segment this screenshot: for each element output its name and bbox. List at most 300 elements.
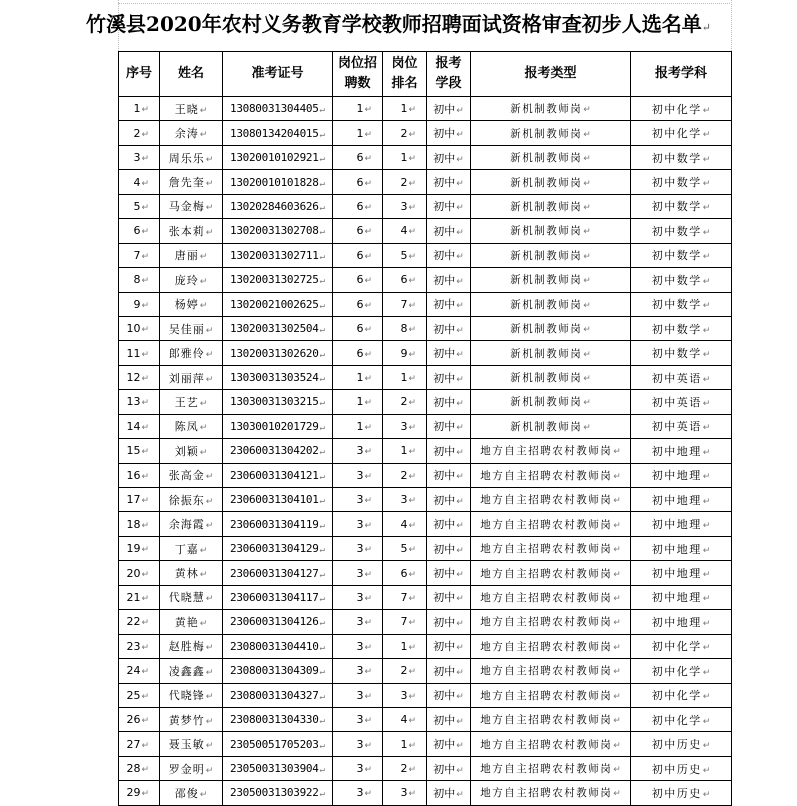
paragraph-mark: ↵ — [319, 325, 325, 336]
cell-subject: 初中地理↵ — [631, 512, 732, 536]
table-row — [119, 145, 732, 169]
cell-ticket: 13020031302504↵ — [223, 316, 333, 340]
paragraph-mark: ↵ — [141, 251, 149, 262]
paragraph-mark: ↵ — [702, 203, 711, 214]
cell-ticket: 23060031304117↵ — [223, 585, 333, 609]
cell-quota: 6↵ — [333, 194, 383, 218]
paragraph-mark: ↵ — [141, 691, 149, 702]
cell-seq: 10↵ — [119, 316, 160, 340]
cell-seq: 25↵ — [119, 683, 160, 707]
paragraph-mark: ↵ — [613, 471, 621, 482]
cell-stage: 初中↵ — [427, 316, 471, 340]
cell-rank: 3↵ — [383, 194, 427, 218]
paragraph-mark: ↵ — [205, 667, 214, 678]
cell-seq: 7↵ — [119, 243, 160, 267]
cell-seq: 5↵ — [119, 194, 160, 218]
table-row — [119, 585, 732, 609]
cell-stage: 初中↵ — [427, 390, 471, 414]
paragraph-mark: ↵ — [364, 178, 372, 189]
paragraph-mark: ↵ — [408, 178, 416, 189]
paragraph-mark: ↵ — [613, 545, 621, 556]
paragraph-mark: ↵ — [205, 643, 214, 654]
paragraph-mark: ↵ — [141, 569, 149, 580]
cell-subject: 初中地理↵ — [631, 488, 732, 512]
header-seq: 序号 — [119, 52, 160, 97]
cell-subject: 初中数学↵ — [631, 243, 732, 267]
paragraph-mark: ↵ — [319, 642, 325, 653]
paragraph-mark: ↵ — [199, 252, 208, 263]
paragraph-mark: ↵ — [141, 520, 149, 531]
cell-quota: 6↵ — [333, 219, 383, 243]
table-row — [119, 341, 732, 365]
cell-type: 地方自主招聘农村教师岗↵ — [471, 463, 631, 487]
paragraph-mark: ↵ — [364, 642, 372, 653]
cell-name: 郎雅伶↵ — [160, 341, 223, 365]
paragraph-mark: ↵ — [364, 202, 372, 213]
paragraph-mark: ↵ — [702, 252, 711, 263]
cell-ticket: 13020031302708↵ — [223, 219, 333, 243]
cell-rank: 6↵ — [383, 268, 427, 292]
paragraph-mark: ↵ — [408, 569, 416, 580]
paragraph-mark: ↵ — [613, 740, 621, 751]
paragraph-mark: ↵ — [408, 129, 416, 140]
cell-ticket: 13030031303215↵ — [223, 390, 333, 414]
header-type: 报考类型 — [471, 52, 631, 97]
document-title-text: 竹溪县2020年农村义务教育学校教师招聘面试资格审查初步人选名单 — [86, 12, 702, 36]
cell-type: 新机制教师岗↵ — [471, 121, 631, 145]
cell-rank: 5↵ — [383, 536, 427, 560]
cell-seq: 4↵ — [119, 170, 160, 194]
cell-name: 张本莉↵ — [160, 219, 223, 243]
paragraph-mark: ↵ — [456, 765, 464, 776]
cell-quota: 3↵ — [333, 463, 383, 487]
paragraph-mark: ↵ — [319, 789, 325, 800]
cell-stage: 初中↵ — [427, 536, 471, 560]
cell-seq: 17↵ — [119, 488, 160, 512]
paragraph-mark: ↵ — [456, 227, 464, 238]
cell-stage: 初中↵ — [427, 634, 471, 658]
margin-guide-top — [118, 3, 730, 4]
table-row — [119, 683, 732, 707]
cell-seq: 16↵ — [119, 463, 160, 487]
cell-rank: 2↵ — [383, 121, 427, 145]
paragraph-mark: ↵ — [456, 350, 464, 361]
cell-rank: 4↵ — [383, 219, 427, 243]
cell-rank: 7↵ — [383, 585, 427, 609]
paragraph-mark: ↵ — [141, 129, 149, 140]
cell-seq: 2↵ — [119, 121, 160, 145]
cell-rank: 2↵ — [383, 659, 427, 683]
paragraph-mark: ↵ — [364, 227, 372, 238]
cell-name: 吴佳丽↵ — [160, 316, 223, 340]
paragraph-mark: ↵ — [319, 129, 325, 140]
paragraph-mark: ↵ — [205, 203, 214, 214]
paragraph-mark: ↵ — [456, 301, 464, 312]
cell-stage: 初中↵ — [427, 414, 471, 438]
paragraph-mark: ↵ — [702, 521, 711, 532]
table-row — [119, 512, 732, 536]
paragraph-mark: ↵ — [141, 422, 149, 433]
paragraph-mark: ↵ — [702, 643, 711, 654]
table-row — [119, 292, 732, 316]
paragraph-mark: ↵ — [583, 154, 591, 165]
paragraph-mark: ↵ — [702, 741, 711, 752]
cell-name: 邵俊↵ — [160, 781, 223, 805]
cell-quota: 6↵ — [333, 292, 383, 316]
paragraph-mark: ↵ — [408, 325, 416, 336]
paragraph-mark: ↵ — [364, 154, 372, 165]
paragraph-mark: ↵ — [613, 642, 621, 653]
paragraph-mark: ↵ — [408, 202, 416, 213]
cell-name: 黄林↵ — [160, 561, 223, 585]
cell-ticket: 23060031304121↵ — [223, 463, 333, 487]
paragraph-mark: ↵ — [702, 789, 711, 800]
paragraph-mark: ↵ — [408, 300, 416, 311]
paragraph-mark: ↵ — [205, 154, 214, 165]
cell-quota: 3↵ — [333, 512, 383, 536]
cell-quota: 6↵ — [333, 145, 383, 169]
cell-subject: 初中化学↵ — [631, 97, 732, 121]
cell-name: 代晓锋↵ — [160, 683, 223, 707]
paragraph-mark: ↵ — [141, 227, 149, 238]
paragraph-mark: ↵ — [702, 130, 711, 141]
cell-rank: 7↵ — [383, 292, 427, 316]
paragraph-mark: ↵ — [364, 496, 372, 507]
cell-rank: 2↵ — [383, 170, 427, 194]
paragraph-mark: ↵ — [583, 276, 591, 287]
table-row — [119, 243, 732, 267]
cell-type: 新机制教师岗↵ — [471, 243, 631, 267]
paragraph-mark: ↵ — [205, 350, 214, 361]
paragraph-mark: ↵ — [408, 374, 416, 385]
cell-subject: 初中英语↵ — [631, 365, 732, 389]
cell-quota: 3↵ — [333, 585, 383, 609]
cell-subject: 初中地理↵ — [631, 536, 732, 560]
cell-rank: 6↵ — [383, 561, 427, 585]
paragraph-mark: ↵ — [613, 789, 621, 800]
cell-seq: 27↵ — [119, 732, 160, 756]
cell-type: 新机制教师岗↵ — [471, 194, 631, 218]
table-row — [119, 732, 732, 756]
cell-type: 地方自主招聘农村教师岗↵ — [471, 781, 631, 805]
cell-seq: 8↵ — [119, 268, 160, 292]
cell-subject: 初中数学↵ — [631, 219, 732, 243]
paragraph-mark: ↵ — [141, 105, 149, 116]
cell-stage: 初中↵ — [427, 756, 471, 780]
paragraph-mark: ↵ — [141, 374, 149, 385]
cell-ticket: 23080031304309↵ — [223, 659, 333, 683]
cell-name: 余涛↵ — [160, 121, 223, 145]
table-row — [119, 463, 732, 487]
cell-type: 地方自主招聘农村教师岗↵ — [471, 610, 631, 634]
paragraph-mark: ↵ — [613, 716, 621, 727]
cell-subject: 初中数学↵ — [631, 268, 732, 292]
paragraph-mark: ↵ — [205, 496, 214, 507]
cell-type: 新机制教师岗↵ — [471, 268, 631, 292]
cell-name: 王晓↵ — [160, 97, 223, 121]
paragraph-mark: ↵ — [141, 593, 149, 604]
cell-type: 新机制教师岗↵ — [471, 170, 631, 194]
cell-quota: 6↵ — [333, 243, 383, 267]
cell-quota: 1↵ — [333, 365, 383, 389]
cell-subject: 初中地理↵ — [631, 610, 732, 634]
paragraph-mark: ↵ — [408, 789, 416, 800]
paragraph-mark: ↵ — [456, 521, 464, 532]
table-row — [119, 536, 732, 560]
cell-type: 地方自主招聘农村教师岗↵ — [471, 732, 631, 756]
paragraph-mark: ↵ — [319, 520, 325, 531]
paragraph-mark: ↵ — [613, 447, 621, 458]
cell-ticket: 13020031302725↵ — [223, 268, 333, 292]
paragraph-mark: ↵ — [319, 202, 325, 213]
paragraph-mark: ↵ — [702, 423, 711, 434]
document-title — [0, 6, 797, 42]
cell-seq: 20↵ — [119, 561, 160, 585]
paragraph-mark: ↵ — [141, 642, 149, 653]
cell-seq: 24↵ — [119, 659, 160, 683]
cell-name: 张高金↵ — [160, 463, 223, 487]
cell-stage: 初中↵ — [427, 145, 471, 169]
paragraph-mark: ↵ — [319, 398, 325, 409]
table-row — [119, 316, 732, 340]
cell-ticket: 13030031303524↵ — [223, 365, 333, 389]
paragraph-mark: ↵ — [199, 618, 208, 629]
paragraph-mark: ↵ — [456, 154, 464, 165]
cell-subject: 初中地理↵ — [631, 561, 732, 585]
cell-type: 新机制教师岗↵ — [471, 316, 631, 340]
cell-rank: 5↵ — [383, 243, 427, 267]
paragraph-mark: ↵ — [319, 349, 325, 360]
paragraph-mark: ↵ — [456, 643, 464, 654]
paragraph-mark: ↵ — [408, 496, 416, 507]
paragraph-mark: ↵ — [701, 21, 711, 34]
cell-ticket: 13020031302620↵ — [223, 341, 333, 365]
cell-name: 马金梅↵ — [160, 194, 223, 218]
paragraph-mark: ↵ — [613, 667, 621, 678]
header-subject: 报考学科 — [631, 52, 732, 97]
paragraph-mark: ↵ — [583, 325, 591, 336]
paragraph-mark: ↵ — [364, 422, 372, 433]
cell-seq: 26↵ — [119, 707, 160, 731]
header-quota: 岗位招 聘数 — [333, 52, 383, 97]
cell-ticket: 23060031304129↵ — [223, 536, 333, 560]
table-row — [119, 414, 732, 438]
cell-rank: 1↵ — [383, 97, 427, 121]
paragraph-mark: ↵ — [364, 667, 372, 678]
cell-quota: 3↵ — [333, 439, 383, 463]
cell-rank: 9↵ — [383, 341, 427, 365]
paragraph-mark: ↵ — [141, 740, 149, 751]
cell-subject: 初中化学↵ — [631, 683, 732, 707]
cell-name: 杨婷↵ — [160, 292, 223, 316]
paragraph-mark: ↵ — [199, 130, 208, 141]
cell-name: 庞玲↵ — [160, 268, 223, 292]
cell-seq: 6↵ — [119, 219, 160, 243]
paragraph-mark: ↵ — [141, 276, 149, 287]
paragraph-mark: ↵ — [319, 447, 325, 458]
cell-stage: 初中↵ — [427, 194, 471, 218]
cell-seq: 11↵ — [119, 341, 160, 365]
paragraph-mark: ↵ — [364, 349, 372, 360]
paragraph-mark: ↵ — [199, 545, 208, 556]
cell-type: 地方自主招聘农村教师岗↵ — [471, 659, 631, 683]
paragraph-mark: ↵ — [205, 521, 214, 532]
table-row — [119, 97, 732, 121]
cell-subject: 初中英语↵ — [631, 390, 732, 414]
paragraph-mark: ↵ — [456, 374, 464, 385]
paragraph-mark: ↵ — [364, 300, 372, 311]
paragraph-mark: ↵ — [364, 569, 372, 580]
cell-name: 聂玉敏↵ — [160, 732, 223, 756]
paragraph-mark: ↵ — [205, 716, 214, 727]
paragraph-mark: ↵ — [199, 398, 208, 409]
cell-rank: 3↵ — [383, 781, 427, 805]
paragraph-mark: ↵ — [319, 105, 325, 116]
paragraph-mark: ↵ — [456, 692, 464, 703]
paragraph-mark: ↵ — [408, 691, 416, 702]
paragraph-mark: ↵ — [364, 374, 372, 385]
paragraph-mark: ↵ — [613, 569, 621, 580]
cell-ticket: 23050031303904↵ — [223, 756, 333, 780]
paragraph-mark: ↵ — [456, 789, 464, 800]
cell-ticket: 23080031304330↵ — [223, 707, 333, 731]
paragraph-mark: ↵ — [456, 276, 464, 287]
paragraph-mark: ↵ — [702, 227, 711, 238]
paragraph-mark: ↵ — [408, 545, 416, 556]
paragraph-mark: ↵ — [364, 545, 372, 556]
paragraph-mark: ↵ — [141, 398, 149, 409]
cell-ticket: 23060031304126↵ — [223, 610, 333, 634]
paragraph-mark: ↵ — [456, 667, 464, 678]
cell-rank: 7↵ — [383, 610, 427, 634]
paragraph-mark: ↵ — [141, 789, 149, 800]
paragraph-mark: ↵ — [141, 178, 149, 189]
cell-quota: 1↵ — [333, 97, 383, 121]
cell-seq: 15↵ — [119, 439, 160, 463]
paragraph-mark: ↵ — [702, 496, 711, 507]
table-row — [119, 488, 732, 512]
paragraph-mark: ↵ — [319, 374, 325, 385]
cell-ticket: 23060031304101↵ — [223, 488, 333, 512]
cell-ticket: 23060031304202↵ — [223, 439, 333, 463]
cell-name: 凌鑫鑫↵ — [160, 659, 223, 683]
cell-rank: 8↵ — [383, 316, 427, 340]
cell-seq: 18↵ — [119, 512, 160, 536]
cell-stage: 初中↵ — [427, 341, 471, 365]
paragraph-mark: ↵ — [702, 301, 711, 312]
cell-ticket: 13020284603626↵ — [223, 194, 333, 218]
cell-stage: 初中↵ — [427, 610, 471, 634]
candidate-table — [118, 51, 732, 806]
cell-subject: 初中历史↵ — [631, 732, 732, 756]
paragraph-mark: ↵ — [408, 716, 416, 727]
paragraph-mark: ↵ — [456, 545, 464, 556]
paragraph-mark: ↵ — [199, 789, 208, 800]
paragraph-mark: ↵ — [408, 251, 416, 262]
cell-type: 地方自主招聘农村教师岗↵ — [471, 634, 631, 658]
cell-type: 新机制教师岗↵ — [471, 414, 631, 438]
paragraph-mark: ↵ — [319, 251, 325, 262]
paragraph-mark: ↵ — [408, 593, 416, 604]
paragraph-mark: ↵ — [613, 496, 621, 507]
paragraph-mark: ↵ — [364, 471, 372, 482]
cell-subject: 初中数学↵ — [631, 292, 732, 316]
paragraph-mark: ↵ — [702, 570, 711, 581]
paragraph-mark: ↵ — [583, 422, 591, 433]
paragraph-mark: ↵ — [141, 765, 149, 776]
cell-ticket: 13020031302711↵ — [223, 243, 333, 267]
paragraph-mark: ↵ — [702, 325, 711, 336]
table-row — [119, 390, 732, 414]
cell-quota: 6↵ — [333, 268, 383, 292]
cell-stage: 初中↵ — [427, 170, 471, 194]
paragraph-mark: ↵ — [364, 251, 372, 262]
paragraph-mark: ↵ — [583, 105, 591, 116]
paragraph-mark: ↵ — [456, 130, 464, 141]
cell-name: 徐振东↵ — [160, 488, 223, 512]
cell-subject: 初中化学↵ — [631, 634, 732, 658]
cell-stage: 初中↵ — [427, 659, 471, 683]
cell-subject: 初中数学↵ — [631, 145, 732, 169]
cell-stage: 初中↵ — [427, 268, 471, 292]
paragraph-mark: ↵ — [319, 276, 325, 287]
cell-subject: 初中数学↵ — [631, 170, 732, 194]
paragraph-mark: ↵ — [702, 374, 711, 385]
cell-stage: 初中↵ — [427, 97, 471, 121]
paragraph-mark: ↵ — [319, 716, 325, 727]
cell-ticket: 13080134204015↵ — [223, 121, 333, 145]
header-stage: 报考 学段 — [427, 52, 471, 97]
cell-name: 周乐乐↵ — [160, 145, 223, 169]
paragraph-mark: ↵ — [702, 765, 711, 776]
paragraph-mark: ↵ — [319, 471, 325, 482]
cell-ticket: 23080031304327↵ — [223, 683, 333, 707]
paragraph-mark: ↵ — [199, 423, 208, 434]
cell-seq: 23↵ — [119, 634, 160, 658]
paragraph-mark: ↵ — [141, 496, 149, 507]
cell-rank: 1↵ — [383, 634, 427, 658]
cell-seq: 22↵ — [119, 610, 160, 634]
paragraph-mark: ↵ — [702, 276, 711, 287]
cell-rank: 4↵ — [383, 512, 427, 536]
cell-ticket: 13020010102921↵ — [223, 145, 333, 169]
paragraph-mark: ↵ — [583, 129, 591, 140]
cell-type: 新机制教师岗↵ — [471, 365, 631, 389]
table-row — [119, 707, 732, 731]
cell-quota: 3↵ — [333, 561, 383, 585]
paragraph-mark: ↵ — [408, 227, 416, 238]
paragraph-mark: ↵ — [408, 471, 416, 482]
cell-quota: 3↵ — [333, 659, 383, 683]
paragraph-mark: ↵ — [456, 570, 464, 581]
table-row — [119, 756, 732, 780]
paragraph-mark: ↵ — [702, 398, 711, 409]
table-row — [119, 439, 732, 463]
paragraph-mark: ↵ — [583, 227, 591, 238]
cell-subject: 初中历史↵ — [631, 756, 732, 780]
cell-ticket: 13080031304405↵ — [223, 97, 333, 121]
paragraph-mark: ↵ — [456, 105, 464, 116]
cell-type: 地方自主招聘农村教师岗↵ — [471, 536, 631, 560]
paragraph-mark: ↵ — [141, 471, 149, 482]
paragraph-mark: ↵ — [319, 618, 325, 629]
cell-rank: 3↵ — [383, 683, 427, 707]
paragraph-mark: ↵ — [456, 496, 464, 507]
paragraph-mark: ↵ — [408, 618, 416, 629]
paragraph-mark: ↵ — [408, 740, 416, 751]
cell-stage: 初中↵ — [427, 512, 471, 536]
table-row — [119, 170, 732, 194]
